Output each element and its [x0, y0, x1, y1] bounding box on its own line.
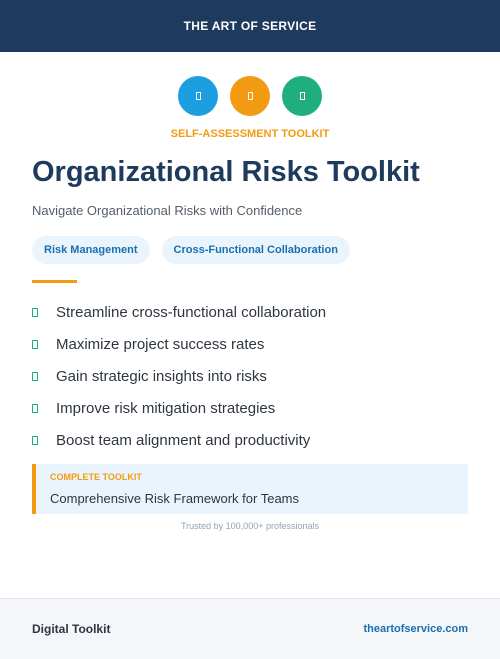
benefit-text: Boost team alignment and productivity [56, 431, 311, 449]
brand-title: THE ART OF SERVICE [183, 19, 317, 33]
list-item [32, 360, 326, 392]
footer-bar [0, 598, 500, 659]
placeholder-icon [300, 92, 305, 100]
check-icon [32, 372, 38, 381]
placeholder-icon [196, 92, 201, 100]
callout-text: Comprehensive Risk Framework for Teams [50, 491, 299, 506]
placeholder-icon [248, 92, 253, 100]
list-item [32, 424, 326, 456]
callout-label: COMPLETE TOOLKIT [50, 472, 142, 482]
blue-circle-icon [178, 76, 218, 116]
icon-row [0, 76, 500, 116]
orange-circle-icon [230, 76, 270, 116]
benefit-text: Improve risk mitigation strategies [56, 399, 276, 417]
footer-label: Digital Toolkit [32, 622, 111, 636]
toolkit-callout [32, 464, 468, 514]
check-icon [32, 308, 38, 317]
trust-note: Trusted by 100,000+ professionals [180, 521, 319, 531]
list-item [32, 392, 326, 424]
check-icon [32, 340, 38, 349]
page-subtitle: Navigate Organizational Risks with Confidence [32, 203, 303, 218]
website-link[interactable]: theartofservice.com [363, 623, 468, 635]
page-title: Organizational Risks Toolkit [32, 156, 420, 188]
list-item [32, 296, 326, 328]
tag-risk-management: Risk Management [32, 236, 150, 264]
accent-divider [32, 280, 77, 283]
header-bar [0, 0, 500, 52]
benefit-text: Gain strategic insights into risks [56, 367, 267, 385]
benefit-text: Streamline cross-functional collaboration [56, 303, 327, 321]
check-icon [32, 436, 38, 445]
tag-cross-functional-collaboration: Cross-Functional Collaboration [162, 236, 350, 264]
green-circle-icon [282, 76, 322, 116]
tag-list [32, 236, 350, 264]
kicker-label: SELF-ASSESSMENT TOOLKIT [170, 128, 330, 140]
benefit-list [32, 296, 326, 456]
benefit-text: Maximize project success rates [56, 335, 265, 353]
check-icon [32, 404, 38, 413]
list-item [32, 328, 326, 360]
